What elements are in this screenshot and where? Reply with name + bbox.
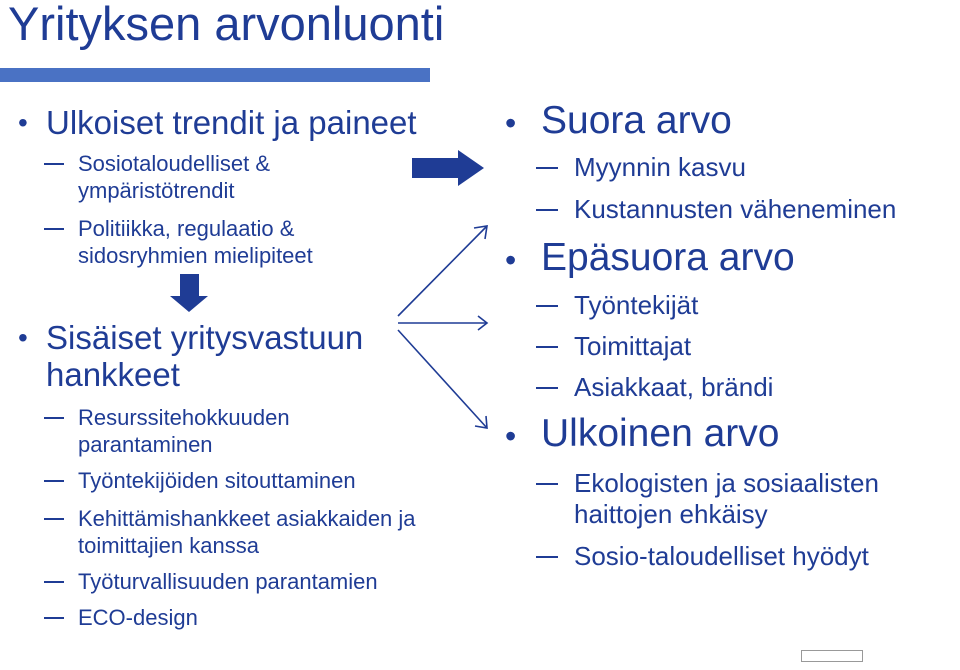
item-line2: toimittajien kanssa	[78, 533, 259, 558]
bullet-dot-icon: •	[18, 107, 28, 138]
bullet-dot-icon: •	[505, 242, 517, 278]
item-text: Kustannusten väheneminen	[574, 194, 897, 224]
item-line1: ECO-design	[78, 605, 198, 630]
item-line1: Ekologisten ja sosiaalisten	[574, 468, 879, 498]
item-text: Työntekijät	[574, 290, 699, 320]
item-text: Toimittajat	[574, 331, 692, 361]
external-value-heading: Ulkoinen arvo	[541, 412, 780, 455]
item-line2: haittojen ehkäisy	[574, 499, 768, 529]
block-arrow-right-icon	[412, 150, 484, 186]
item-line1: Työntekijöiden sitouttaminen	[78, 468, 356, 493]
external-heading: Ulkoiset trendit ja paineet	[46, 104, 417, 141]
item-text: Myynnin kasvu	[574, 152, 746, 182]
item-text: Sosio-taloudelliset hyödyt	[574, 541, 869, 571]
item-line1: Resurssitehokkuuden	[78, 405, 290, 430]
item-line1: Politiikka, regulaatio &	[78, 216, 295, 241]
connector-line-external	[398, 330, 487, 428]
slide-title: Yrityksen arvonluonti	[8, 0, 445, 50]
indirect-heading: Epäsuora arvo	[541, 236, 795, 279]
item-line1: Kehittämishankkeet asiakkaiden ja	[78, 506, 416, 531]
item-line2: ympäristötrendit	[78, 178, 235, 203]
bullet-dot-icon: •	[505, 105, 517, 141]
direct-heading: Suora arvo	[541, 99, 732, 142]
item-line2: sidosryhmien mielipiteet	[78, 243, 313, 268]
item-line1: Sosiotaloudelliset &	[78, 151, 271, 176]
bullet-dot-icon: •	[18, 322, 28, 353]
footer-source-note	[801, 650, 863, 662]
connector-line-direct	[398, 226, 487, 316]
internal-heading-line1: Sisäiset yritysvastuun	[46, 319, 364, 356]
item-line2: parantaminen	[78, 432, 213, 457]
internal-heading-line2: hankkeet	[46, 356, 180, 393]
bullet-dot-icon: •	[505, 418, 517, 454]
block-arrow-down-icon	[170, 274, 208, 312]
item-line1: Työturvallisuuden parantamien	[78, 569, 378, 594]
item-text: Asiakkaat, brändi	[574, 372, 774, 402]
